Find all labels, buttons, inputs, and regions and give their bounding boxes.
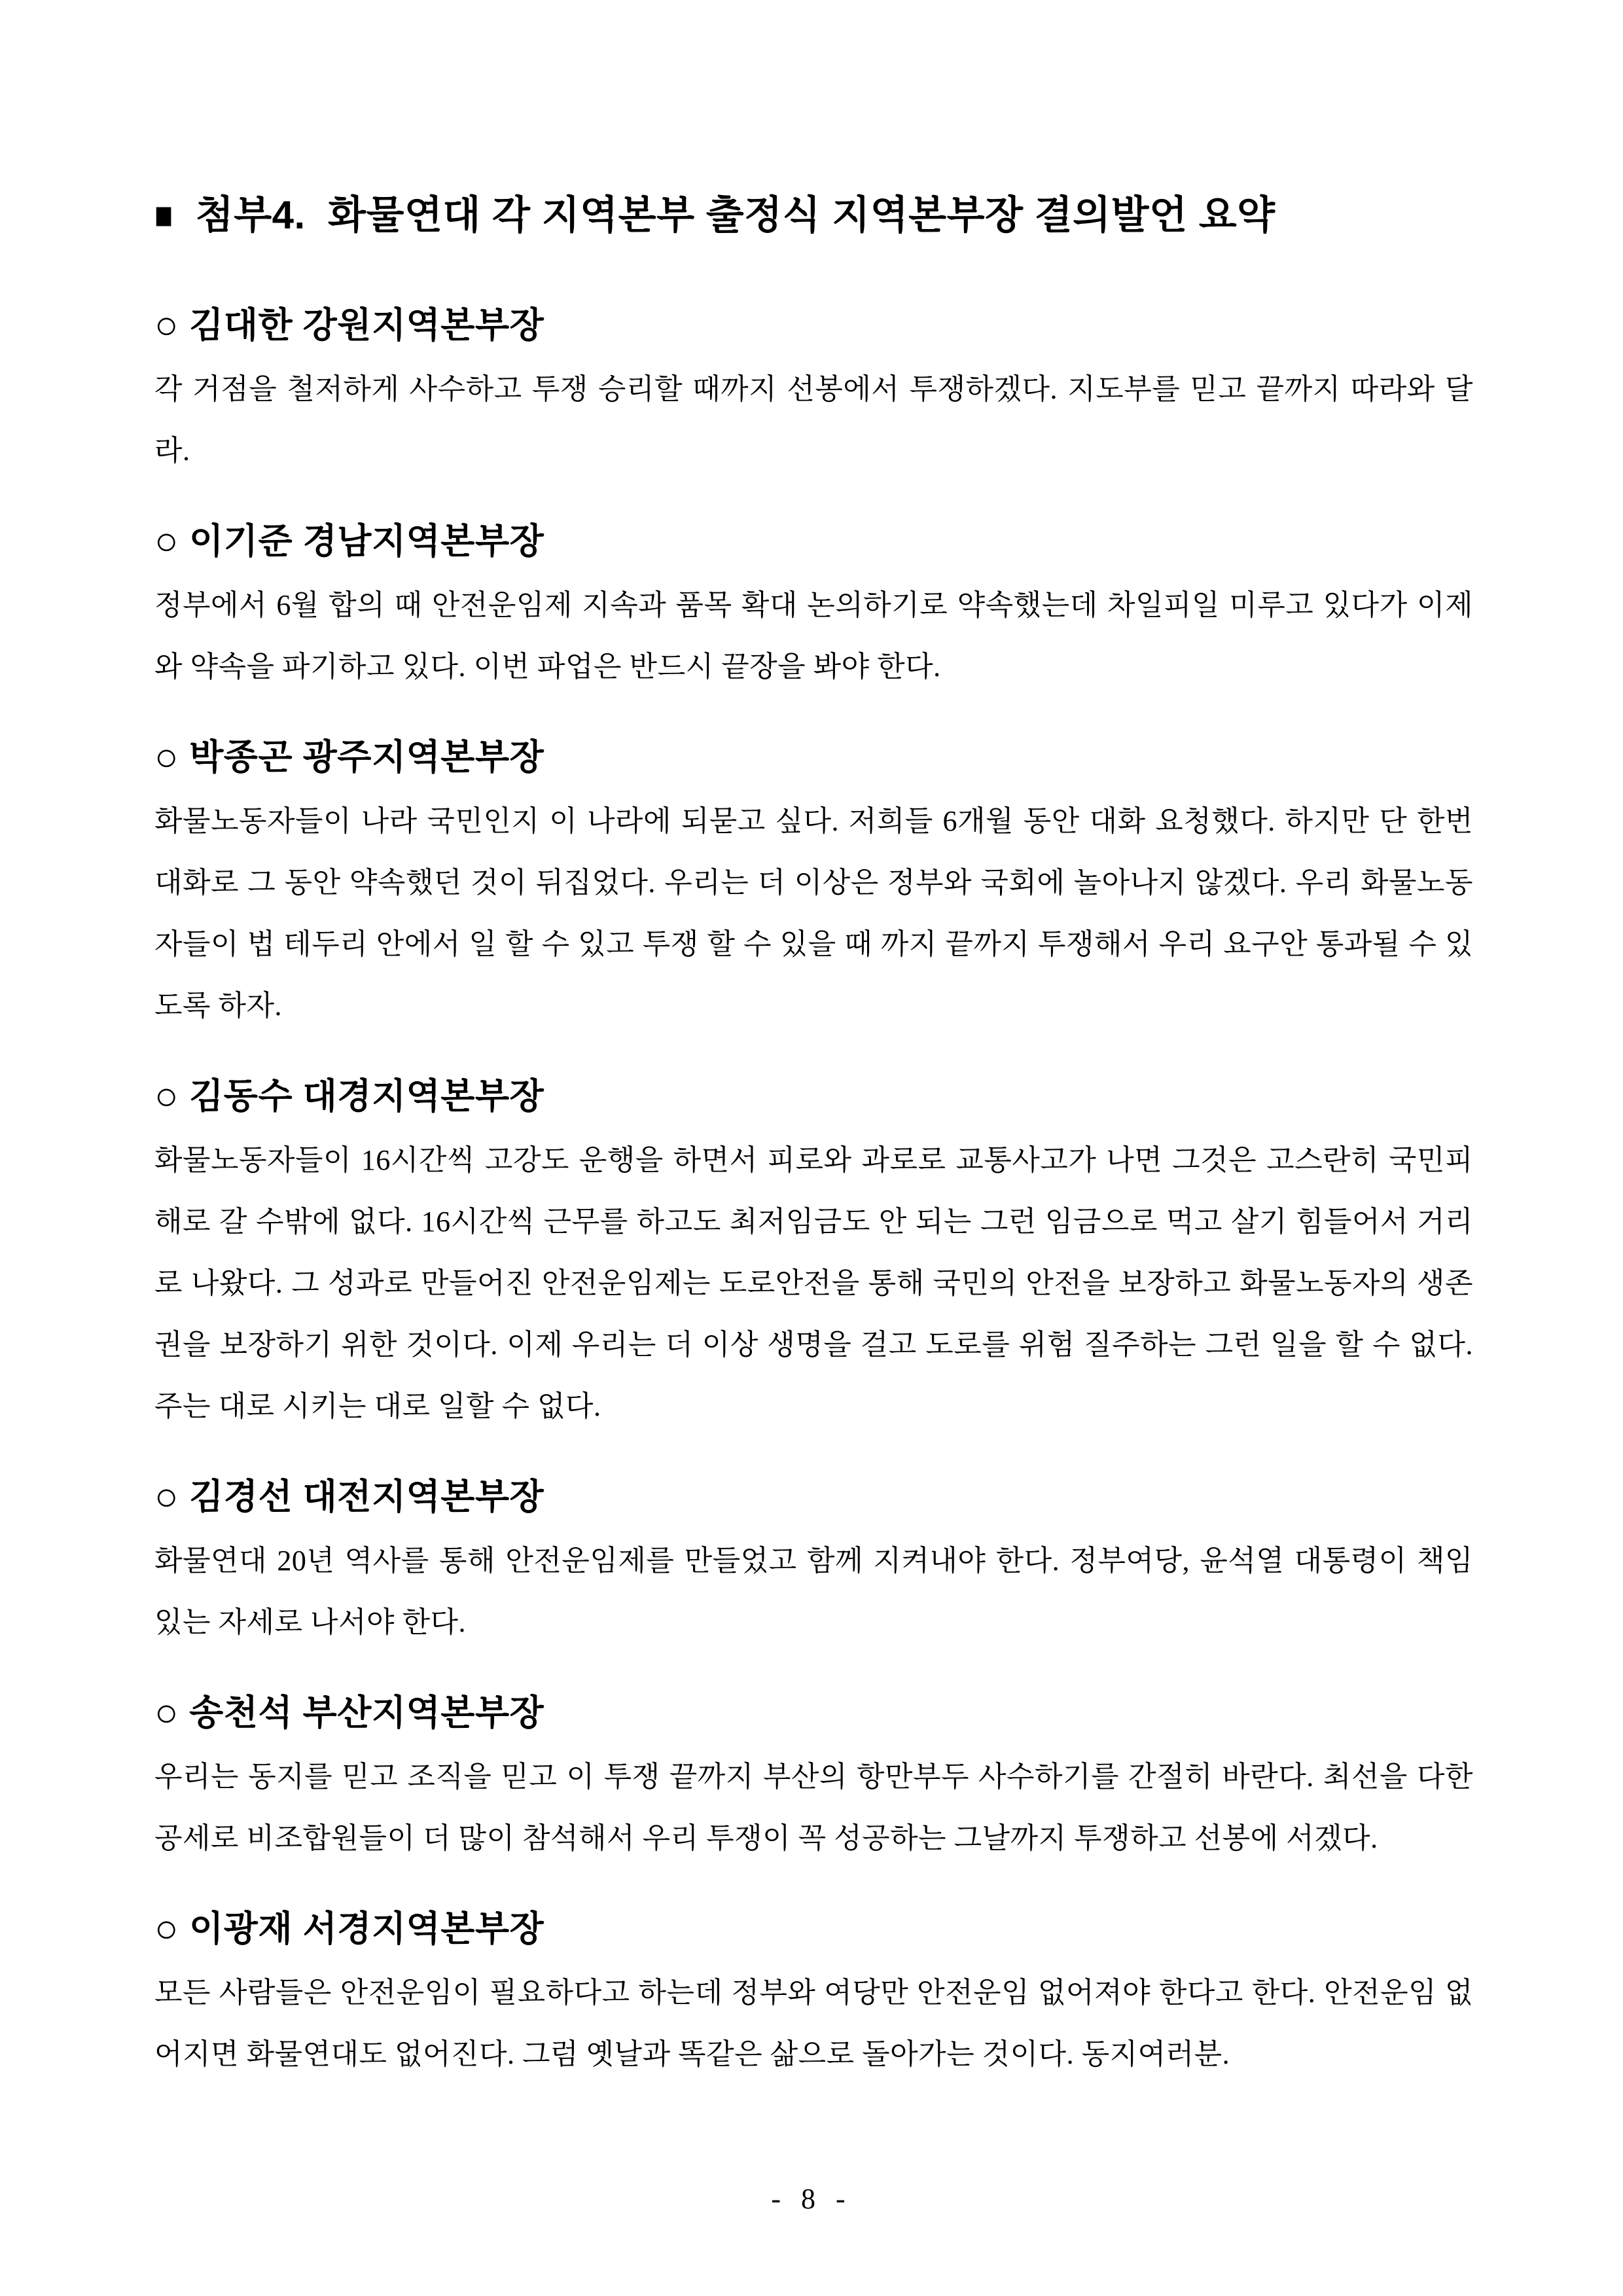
circle-bullet-icon: ○ [154, 303, 179, 348]
section-gangwon [154, 302, 1473, 482]
filled-square-bullet-icon: ■ [154, 193, 173, 237]
section-daegyeong [154, 1073, 1473, 1437]
section-heading-text: 김경선 대전지역본부장 [189, 1477, 544, 1516]
section-heading-gangwon [154, 302, 1473, 348]
section-heading-gwangju [154, 734, 1473, 780]
section-heading-seogyeong [154, 1906, 1473, 1952]
section-heading-busan [154, 1690, 1473, 1736]
circle-bullet-icon: ○ [154, 1074, 179, 1119]
section-busan [154, 1690, 1473, 1869]
section-body-gangwon: 각 거점을 철저하게 사수하고 투쟁 승리할 때까지 선봉에서 투쟁하겠다. 지도부를 믿고 끝까지 따라와 달라. [154, 373, 1473, 467]
section-heading-text: 이광재 서경지역본부장 [189, 1909, 544, 1948]
circle-bullet-icon: ○ [154, 1907, 179, 1951]
section-gyeongnam [154, 518, 1473, 698]
section-body-daegyeong: 화물노동자들이 16시간씩 고강도 운행을 하면서 피로와 과로로 교통사고가 나면 그것은 고스란히 국민피해로 갈 수밖에 없다. 16시간씩 근무를 하고도 최저임금도 안 되는 그런 임금으로 먹고 살기 힘들어서 거리로 나왔다. 그 성과로 만들어진 안전운임제는 도로안전을 통해 국민의 안전을 보장하고 화물노동자의 생존권을 보장하기 위한 것이다. 이제 우리는 더 이상 생명을 걸고 도로를 위험 질주하는 그런 일을 할 수 없다. 주는 대로 시키는 대로 일할 수 없다. [154, 1144, 1473, 1422]
circle-bullet-icon: ○ [154, 519, 179, 564]
circle-bullet-icon: ○ [154, 1691, 179, 1735]
section-body-gyeongnam: 정부에서 6월 합의 때 안전운임제 지속과 품목 확대 논의하기로 약속했는데 차일피일 미루고 있다가 이제 와 약속을 파기하고 있다. 이번 파업은 반드시 끝장을 봐야 한다. [154, 589, 1473, 683]
section-heading-text: 김동수 대경지역본부장 [189, 1077, 544, 1116]
section-heading-text: 송천석 부산지역본부장 [189, 1693, 544, 1732]
section-body-gwangju: 화물노동자들이 나라 국민인지 이 나라에 되묻고 싶다. 저희들 6개월 동안 대화 요청했다. 하지만 단 한번 대화로 그 동안 약속했던 것이 뒤집었다. 우리는 더 이상은 정부와 국회에 놀아나지 않겠다. 우리 화물노동자들이 법 테두리 안에서 일 할 수 있고 투쟁 할 수 있을 때 까지 끝까지 투쟁해서 우리 요구안 통과될 수 있도록 하자. [154, 805, 1473, 1022]
section-daejeon [154, 1474, 1473, 1653]
page-number: - 8 - [771, 2183, 852, 2215]
section-seogyeong [154, 1906, 1473, 2085]
document-title-text: 첨부4. 화물연대 각 지역본부 출정식 지역본부장 결의발언 요약 [195, 193, 1275, 237]
section-heading-daejeon [154, 1474, 1473, 1520]
section-body-seogyeong: 모든 사람들은 안전운임이 필요하다고 하는데 정부와 여당만 안전운임 없어져야 한다고 한다. 안전운임 없어지면 화물연대도 없어진다. 그럼 옛날과 똑같은 삶으로 돌아가는 것이다. 동지여러분. [154, 1977, 1473, 2070]
section-heading-daegyeong [154, 1073, 1473, 1119]
circle-bullet-icon: ○ [154, 735, 179, 780]
section-heading-text: 김대한 강원지역본부장 [189, 306, 544, 345]
circle-bullet-icon: ○ [154, 1475, 179, 1519]
section-gwangju [154, 734, 1473, 1037]
section-heading-gyeongnam [154, 518, 1473, 564]
document-title [154, 190, 1473, 241]
section-body-daejeon: 화물연대 20년 역사를 통해 안전운임제를 만들었고 함께 지켜내야 한다. 정부여당, 윤석열 대통령이 책임 있는 자세로 나서야 한다. [154, 1545, 1473, 1638]
section-heading-text: 박종곤 광주지역본부장 [189, 738, 544, 777]
section-heading-text: 이기준 경남지역본부장 [189, 522, 544, 561]
section-body-busan: 우리는 동지를 믿고 조직을 믿고 이 투쟁 끝까지 부산의 항만부두 사수하기를 간절히 바란다. 최선을 다한 공세로 비조합원들이 더 많이 참석해서 우리 투쟁이 꼭 성공하는 그날까지 투쟁하고 선봉에 서겠다. [154, 1761, 1473, 1854]
